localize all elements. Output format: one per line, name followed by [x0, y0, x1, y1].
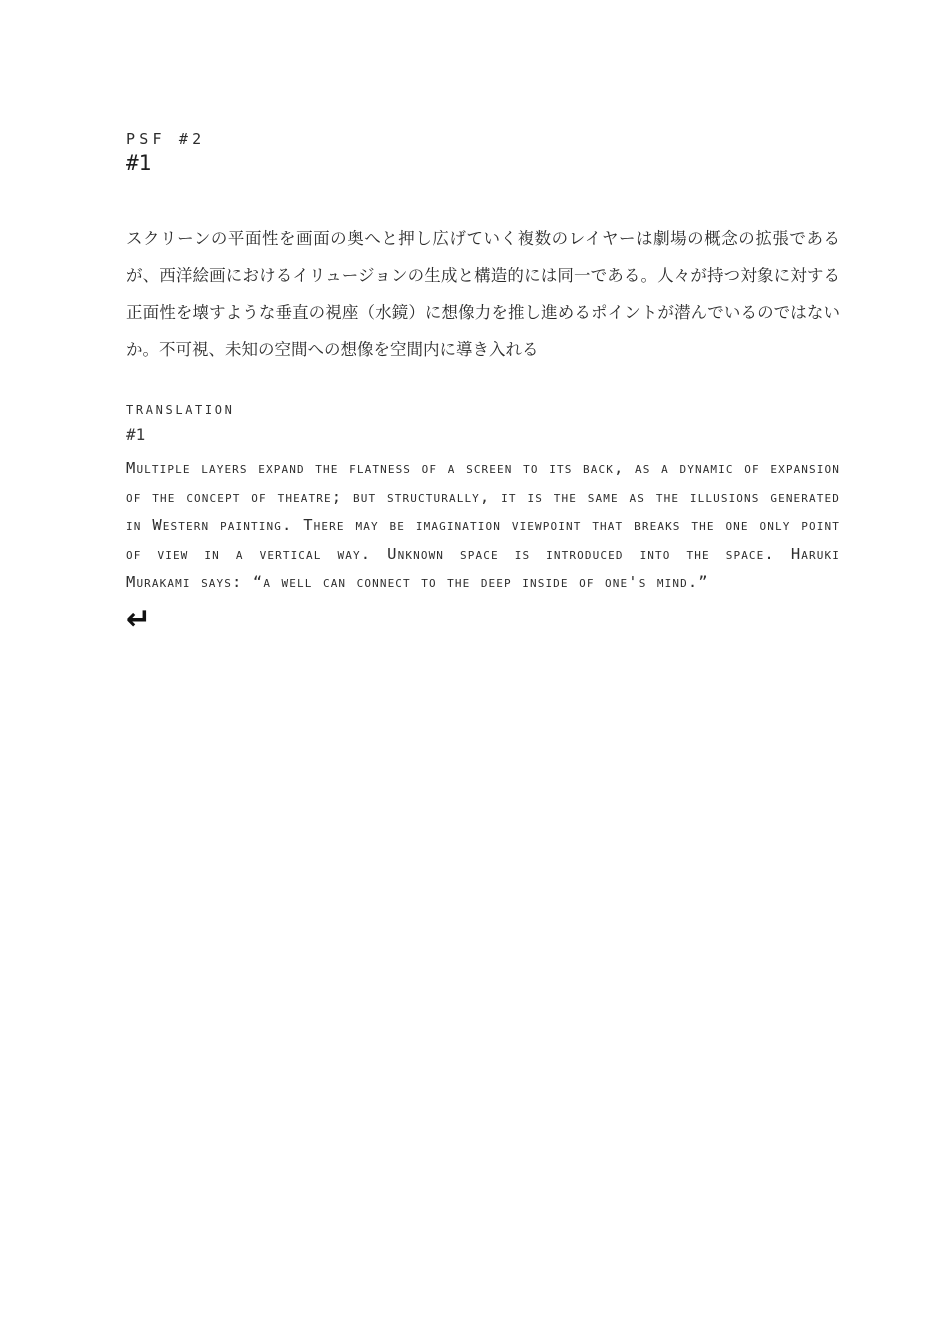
series-label: PSF #2	[126, 130, 206, 148]
return-arrow-icon: ↵	[126, 601, 152, 637]
english-translation-paragraph: Multiple layers expand the flatness of a screen to its back, as a dynamic of expansion of the concept of theatre; but structurally, it is the same as the illusions generated in Western painting. There may be imagination viewpoint that breaks the one only point of view in a vertical way. Unknown space is introduced into the space. Haruki Murakami says: “a well can connect to the deep inside of one's mind.”	[126, 459, 840, 592]
translation-work-number: #1	[126, 424, 146, 444]
japanese-statement-paragraph: スクリーンの平面性を画面の奥へと押し広げていく複数のレイヤーは劇場の概念の拡張であるが、西洋絵画におけるイリュージョンの生成と構造的には同一である。人々が持つ対象に対する正面性を壊すような垂直の視座（水鏡）に想像力を推し進めるポイントが潜んでいるのではないか。不可視、未知の空間への想像を空間内に導き入れる	[126, 228, 840, 359]
document-page	[126, 0, 840, 635]
work-number-heading: #1	[126, 150, 152, 175]
translation-section-label: TRANSLATION	[126, 402, 235, 417]
